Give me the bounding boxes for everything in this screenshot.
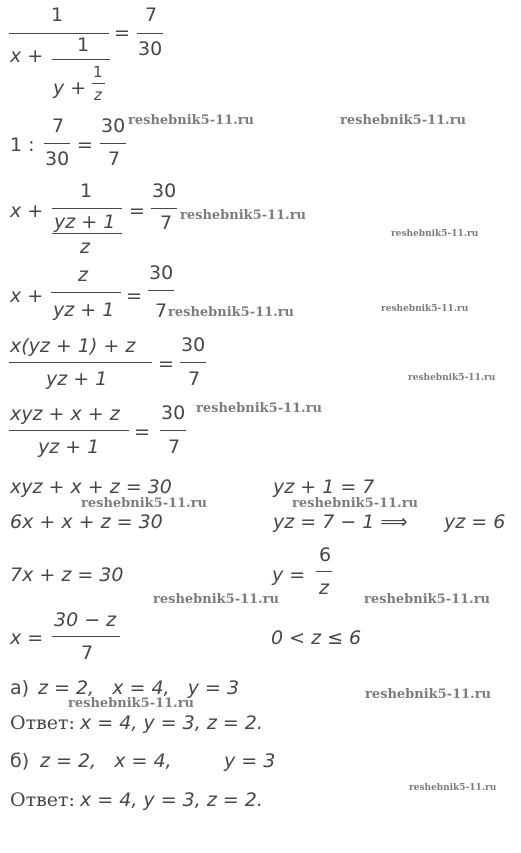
eq5-numerator: x(yz + 1) + z (10, 335, 136, 357)
eq1-numerator: 1 (51, 4, 64, 26)
eq4-rhs-bar (148, 290, 174, 291)
watermark: reshebnik5-11.ru (391, 229, 479, 239)
eq3-rhs-numerator: 30 (152, 180, 177, 202)
eq3-inner-denominator: z (80, 236, 90, 258)
watermark: reshebnik5-11.ru (340, 113, 467, 128)
watermark: reshebnik5-11.ru (409, 783, 497, 793)
eq2-b-numerator: 30 (101, 115, 126, 137)
eq1-x-plus: x + (10, 45, 44, 67)
answer-a-text: z = 2, x = 4, y = 3 (38, 677, 240, 699)
eq9-left: 7x + z = 30 (10, 564, 124, 586)
watermark: reshebnik5-11.ru (292, 496, 419, 511)
eq4-equals: = (126, 285, 142, 307)
eq3-inner-numerator: yz + 1 (54, 211, 116, 233)
eq1-rhs-numerator: 7 (145, 4, 158, 26)
eq2-b-denominator: 7 (108, 148, 121, 170)
eq3-inner-bar (52, 233, 122, 234)
eq3-main-bar (52, 208, 122, 209)
watermark: reshebnik5-11.ru (364, 592, 491, 607)
watermark: reshebnik5-11.ru (128, 113, 255, 128)
eq8-right: yz = 7 − 1 ⟹ (273, 511, 408, 533)
watermark: reshebnik5-11.ru (408, 373, 496, 383)
eq1-z-numerator: 1 (93, 63, 103, 81)
eq10-x-equals: x = (10, 627, 44, 649)
eq3-equals: = (129, 200, 145, 222)
eq4-bar (51, 292, 121, 293)
eq2-a-bar (44, 143, 70, 144)
eq6-rhs-numerator: 30 (161, 402, 186, 424)
eq2-equals: = (77, 134, 93, 156)
eq3-rhs-bar (151, 208, 177, 209)
eq8-right-result: yz = 6 (444, 511, 506, 533)
answer-a-label: а) (10, 677, 30, 699)
eq10-condition: 0 < z ≤ 6 (271, 627, 362, 649)
answer-b-text-y: y = 3 (224, 750, 276, 772)
eq3-x-plus: x + (10, 200, 44, 222)
eq6-bar (9, 430, 129, 431)
eq9-numerator: 6 (319, 544, 332, 566)
eq1-z-bar (92, 83, 105, 84)
eq6-equals: = (134, 421, 150, 443)
watermark: reshebnik5-11.ru (180, 208, 307, 223)
watermark: reshebnik5-11.ru (381, 304, 469, 314)
eq4-numerator: z (78, 264, 88, 286)
eq5-rhs-denominator: 7 (188, 368, 201, 390)
watermark: reshebnik5-11.ru (196, 401, 323, 416)
eq10-numerator: 30 − z (54, 609, 117, 631)
eq1-z-denominator: z (94, 86, 102, 104)
eq6-denominator: yz + 1 (38, 436, 100, 458)
eq1-equals: = (114, 22, 130, 44)
eq8-left: 6x + x + z = 30 (10, 511, 163, 533)
eq5-denominator: yz + 1 (46, 368, 108, 390)
watermark: reshebnik5-11.ru (81, 496, 208, 511)
eq7-right: yz + 1 = 7 (273, 476, 375, 498)
eq4-rhs-denominator: 7 (155, 300, 168, 322)
answer-b-label: б) (10, 750, 30, 772)
eq5-rhs-bar (180, 362, 206, 363)
answer-b-text: z = 2, x = 4, (40, 750, 172, 772)
eq2-b-bar (100, 143, 126, 144)
eq1-rhs-bar (137, 33, 163, 34)
eq2-lead: 1 : (10, 134, 35, 156)
eq4-x-plus: x + (10, 285, 44, 307)
eq1-inner-numerator: 1 (77, 34, 90, 56)
eq6-rhs-denominator: 7 (168, 436, 181, 458)
eq5-rhs-numerator: 30 (181, 334, 206, 356)
eq10-denominator: 7 (81, 642, 94, 664)
eq6-rhs-bar (160, 430, 186, 431)
watermark: reshebnik5-11.ru (68, 696, 195, 711)
watermark: reshebnik5-11.ru (153, 592, 280, 607)
eq3-rhs-denominator: 7 (160, 212, 173, 234)
eq10-bar (52, 636, 120, 637)
eq3-numerator: 1 (80, 180, 93, 202)
eq9-y-equals: y = (272, 564, 306, 586)
eq1-rhs-denominator: 30 (138, 38, 163, 60)
watermark: reshebnik5-11.ru (168, 305, 295, 320)
answer-a-result: x = 4, y = 3, z = 2. (80, 712, 263, 734)
eq9-bar (316, 571, 332, 572)
eq6-numerator: xyz + x + z (10, 403, 120, 425)
eq2-a-numerator: 7 (52, 115, 65, 137)
eq4-denominator: yz + 1 (53, 299, 115, 321)
eq1-main-bar (9, 33, 109, 34)
eq5-equals: = (158, 353, 174, 375)
eq1-inner-bar (52, 59, 110, 60)
eq9-denominator: z (319, 577, 329, 599)
answer-a-word: Ответ: (10, 712, 75, 734)
eq7-left: xyz + x + z = 30 (10, 476, 172, 498)
answer-b-result: x = 4, y = 3, z = 2. (80, 789, 263, 811)
eq4-rhs-numerator: 30 (149, 262, 174, 284)
eq2-a-denominator: 30 (45, 148, 70, 170)
eq1-y-plus: y + (53, 77, 87, 99)
eq5-bar (9, 362, 152, 363)
watermark: reshebnik5-11.ru (365, 687, 492, 702)
answer-b-word: Ответ: (10, 789, 75, 811)
